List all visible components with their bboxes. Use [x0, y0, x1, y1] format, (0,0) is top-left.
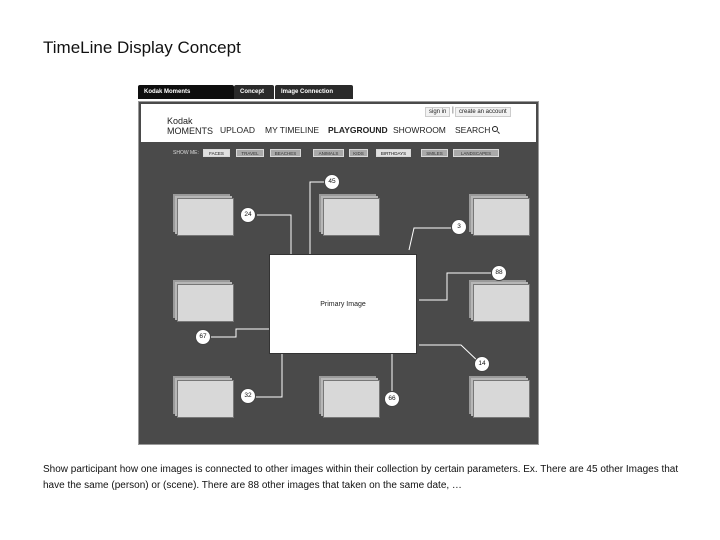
thumbnail-bottom-center[interactable] [323, 380, 380, 418]
connection-count-3[interactable]: 3 [451, 219, 467, 235]
connection-count-67[interactable]: 67 [195, 329, 211, 345]
connection-count-32[interactable]: 32 [240, 388, 256, 404]
tab-kodak-moments-playground[interactable]: Kodak Moments [138, 85, 234, 99]
filter-label: SHOW ME: [173, 150, 199, 156]
connection-count-66[interactable]: 66 [384, 391, 400, 407]
filter-chip-birthdays[interactable]: BIRTHDAYS [376, 149, 411, 157]
connector-3 [409, 228, 451, 250]
connection-count-24[interactable]: 24 [240, 207, 256, 223]
nav-playground[interactable]: PLAYGROUND [328, 125, 388, 135]
slide-title: TimeLine Display Concept [43, 38, 241, 57]
filter-chip-beaches[interactable]: BEACHES [270, 149, 301, 157]
thumbnail-bottom-right[interactable] [473, 380, 530, 418]
create-account-link[interactable]: create an account [455, 107, 511, 117]
search-label: SEARCH [455, 125, 491, 135]
tab-concept-02[interactable]: Concept [234, 85, 274, 99]
nav-upload[interactable]: UPLOAD [220, 125, 255, 135]
filter-chip-animals[interactable]: ANIMALS [313, 149, 344, 157]
nav-showroom[interactable]: SHOWROOM [393, 125, 446, 135]
thumbnail-middle-right[interactable] [473, 284, 530, 322]
connection-count-14[interactable]: 14 [474, 356, 490, 372]
filter-chip-faces[interactable]: FACES [203, 149, 230, 157]
connection-count-88[interactable]: 88 [491, 265, 507, 281]
logo-line-1: Kodak [167, 116, 193, 126]
logo-line-2: MOMENTS [167, 126, 213, 136]
connector-14 [419, 345, 482, 365]
connector-24 [257, 215, 291, 254]
connection-count-45[interactable]: 45 [324, 174, 340, 190]
thumbnail-top-right[interactable] [473, 198, 530, 236]
slide-caption: Show participant how one images is connected to other images within their collection by certain parameters. Ex. There are 45 other Images that have the same (person) or (scene). There are 88 other images that taken on the same date, … [43, 464, 679, 491]
thumbnail-top-left[interactable] [177, 198, 234, 236]
nav-my-timeline[interactable]: MY TIMELINE [265, 125, 320, 135]
account-separator: | [452, 107, 454, 114]
tab-image-connection[interactable]: Image Connection [275, 85, 353, 99]
sign-in-link[interactable]: sign in [425, 107, 450, 117]
primary-image-label: Primary Image [320, 300, 366, 308]
thumbnail-middle-left[interactable] [177, 284, 234, 322]
primary-image[interactable] [269, 254, 417, 354]
connector-67 [211, 329, 269, 337]
connector-45 [310, 182, 324, 254]
filter-chip-landscapes[interactable]: LANDSCAPES [453, 149, 499, 157]
app-window [138, 101, 539, 445]
filter-chip-kids[interactable]: KIDS [349, 149, 368, 157]
thumbnail-top-center[interactable] [323, 198, 380, 236]
filter-chip-travel[interactable]: TRAVEL [236, 149, 264, 157]
filter-chip-smiles[interactable]: SMILES [421, 149, 448, 157]
thumbnail-bottom-left[interactable] [177, 380, 234, 418]
